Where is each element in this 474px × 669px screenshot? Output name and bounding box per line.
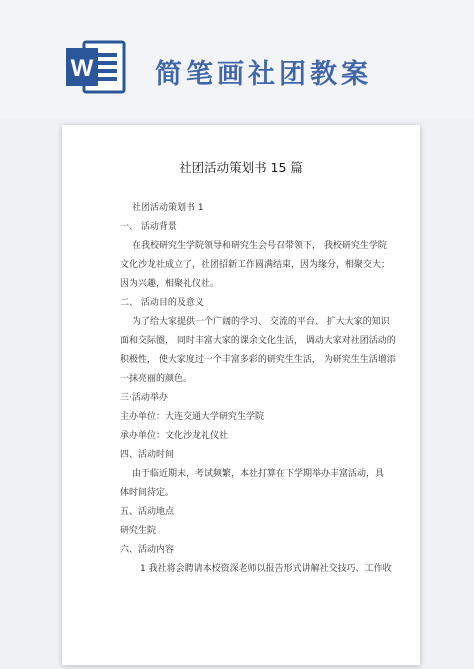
body-line: 主办单位：大连交通大学研究生学院 [120, 412, 265, 422]
body-line: 1 我社将会聘请本校资深老师以报告形式讲解社交技巧、工作收 [140, 564, 392, 574]
body-line: 一抹亮丽的颜色。 [120, 374, 193, 384]
body-line: 承办单位：文化沙龙礼仪社 [120, 431, 229, 441]
document-page [62, 125, 420, 665]
body-line: 五、活动地点 [120, 507, 175, 517]
body-line: 三·活动举办 [120, 393, 168, 403]
body-line: 积极性， 使大家度过一个丰富多彩的研究生生活， 为研究生生活增添 [120, 355, 396, 365]
body-line: 四、活动时间 [120, 450, 175, 460]
header-banner [0, 0, 474, 118]
document-title: 简笔画社团教案 [155, 59, 372, 90]
body-line: 六、活动内容 [120, 545, 175, 555]
page-title: 社团活动策划书 15 篇 [179, 160, 303, 175]
body-line: 研究生院 [120, 526, 157, 536]
body-line: 文化沙龙社成立了，社团招新工作圆满结束，因为缘分，相聚交大； [120, 260, 391, 270]
word-document-icon [64, 40, 126, 94]
body-line: 因为兴趣，相聚礼仪社。 [120, 279, 220, 289]
body-line: 由于临近期末，考试频繁，本社打算在下学期举办丰富活动，具 [132, 469, 385, 479]
body-line: 体时间待定。 [120, 488, 175, 498]
body-line: 在我校研究生学院领导和研究生会号召带领下， 我校研究生学院 [132, 241, 387, 251]
body-line: 一、 活动背景 [120, 222, 177, 232]
logo-letter: W [70, 55, 94, 82]
body-line: 为了给大家提供一个广阔的学习、 交流的平台、 扩大大家的知识 [132, 317, 390, 327]
body-line: 社团活动策划书 1 [132, 203, 204, 213]
body-line: 二、 活动目的及意义 [120, 298, 204, 308]
body-line: 面和交际圈， 同时丰富大家的课余文化生活， 调动大家对社团活动的 [120, 336, 396, 346]
